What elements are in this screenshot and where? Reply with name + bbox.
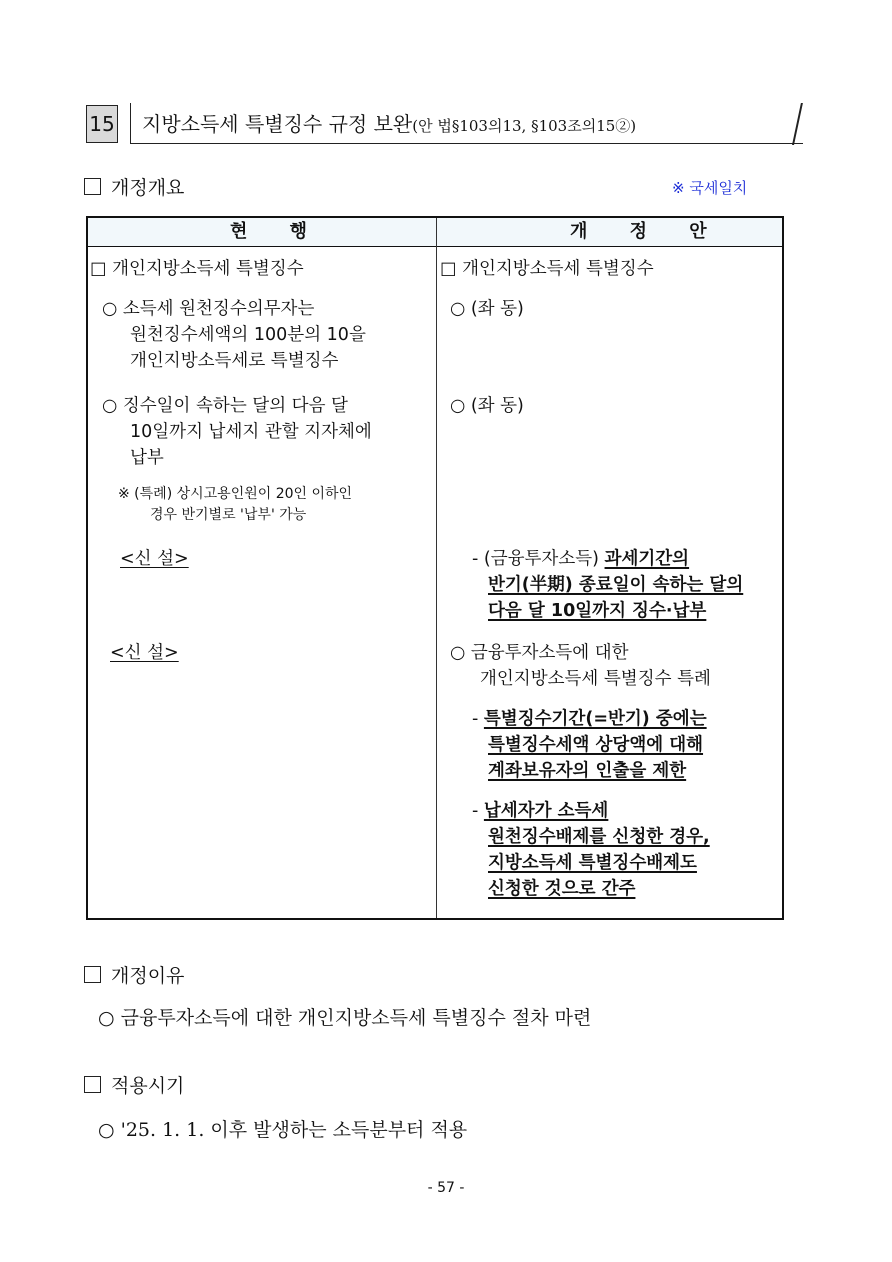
proposed-sub3-line4: 신청한 것으로 간주 (488, 879, 636, 899)
table-column-divider (436, 218, 437, 918)
reason-item: ○ 금융투자소득에 대한 개인지방소득세 특별징수 절차 마련 (98, 1007, 592, 1029)
page-number: - 57 - (427, 1180, 465, 1196)
reason-heading (84, 962, 184, 990)
current-item1-line2: 원천징수세액의 100분의 10을 (130, 325, 366, 345)
checkbox-square-icon (84, 178, 101, 195)
current-item1-line3: 개인지방소득세로 특별징수 (130, 351, 339, 371)
proposed-sub2-line1 (472, 706, 707, 732)
section-title-ref: (안 법§103의13, §103조의15②) (412, 117, 637, 135)
header-proposed: 개 정 안 (570, 221, 725, 242)
proposed-item3-line1: ○ 금융투자소득에 대한 (450, 643, 629, 663)
current-item2-line2: 10일까지 납세지 관할 지자체에 (130, 422, 372, 442)
current-item2-line3: 납부 (130, 448, 164, 468)
proposed-sub3-line1 (472, 798, 608, 824)
current-new-2: <신 설> (110, 643, 179, 663)
checkbox-square-icon (84, 966, 101, 983)
dash-marker: - (472, 801, 479, 821)
proposed-sub1-line1 (472, 546, 689, 572)
proposed-sub2-text1: 특별징수기간(=반기) 중에는 (483, 709, 707, 729)
proposed-sub3-text1: 납세자가 소득세 (483, 801, 609, 821)
proposed-sub1-line3: 다음 달 10일까지 징수·납부 (488, 601, 707, 621)
section-number: 15 (86, 105, 118, 143)
checkbox-square-icon (84, 1076, 101, 1093)
proposed-sub1-line2: 반기(半期) 종료일이 속하는 달의 (488, 575, 744, 595)
dash-marker: - (472, 709, 479, 729)
apply-heading (84, 1072, 184, 1100)
proposed-item3-line2: 개인지방소득세 특별징수 특례 (480, 669, 711, 689)
proposed-sub3-line2: 원천징수배제를 신청한 경우, (488, 827, 710, 847)
current-new-1: <신 설> (120, 549, 189, 569)
proposed-sub3-line3: 지방소득세 특별징수배제도 (488, 853, 697, 873)
overview-heading-label: 개정개요 (111, 177, 185, 199)
proposed-section: □ 개인지방소득세 특별징수 (440, 259, 654, 279)
proposed-item2: ○ (좌 동) (450, 396, 524, 416)
proposed-sub1-prefix: - (금융투자소득) (472, 549, 599, 569)
current-item1-line1: ○ 소득세 원천징수의무자는 (102, 299, 315, 319)
overview-heading (84, 174, 184, 202)
section-title (142, 110, 636, 140)
current-section: □ 개인지방소득세 특별징수 (90, 259, 304, 279)
section-title-main: 지방소득세 특별징수 규정 보완 (142, 112, 413, 136)
current-note-line2: 경우 반기별로 '납부' 가능 (150, 507, 307, 523)
proposed-sub1-text1: 과세기간의 (604, 549, 690, 569)
overview-note: ※ 국세일치 (672, 179, 748, 197)
apply-heading-label: 적용시기 (111, 1075, 185, 1097)
reason-heading-label: 개정이유 (111, 965, 185, 987)
current-item2-line1: ○ 징수일이 속하는 달의 다음 달 (102, 396, 348, 416)
proposed-sub2-line2: 특별징수세액 상당액에 대해 (488, 735, 704, 755)
proposed-sub2-line3: 계좌보유자의 인출을 제한 (488, 761, 687, 781)
header-current: 현 행 (230, 221, 326, 242)
apply-item: ○ '25. 1. 1. 이후 발생하는 소득분부터 적용 (98, 1119, 468, 1141)
current-note-line1: ※ (특례) 상시고용인원이 20인 이하인 (118, 486, 353, 502)
proposed-item1: ○ (좌 동) (450, 299, 524, 319)
